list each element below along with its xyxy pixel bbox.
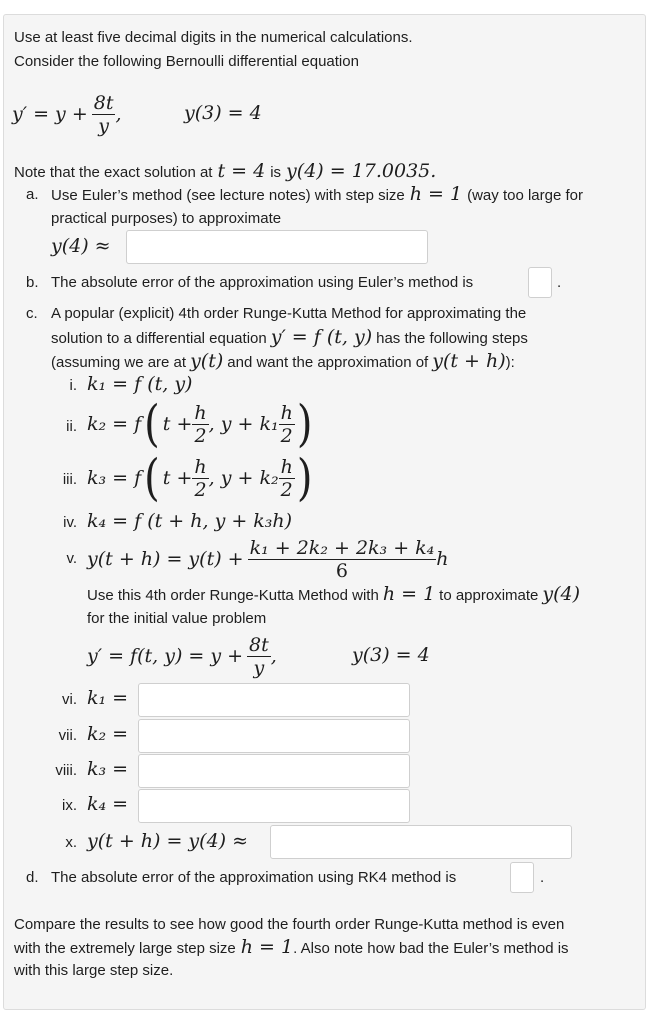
step-ii-lhs: k₂ = f — [87, 413, 142, 435]
rk4-instruction-y4: y(4) — [542, 583, 581, 605]
equation-frac-den: y — [92, 114, 116, 137]
step-v-label: v. — [66, 550, 77, 567]
rk4-instruction-h: h = 1 — [382, 583, 436, 605]
rk4-instruction-a: Use this 4th order Runge-Kutta Method with — [87, 587, 379, 604]
part-a-text-1: Use Euler’s method (see lecture notes) with step size — [51, 187, 405, 204]
step-viii-expr: k₃ = — [87, 758, 129, 780]
step-ii-frac-2-num: h — [280, 401, 293, 424]
part-c-line-2a: solution to a differential equation — [51, 330, 267, 347]
exact-note-t: t = 4 — [217, 160, 266, 182]
step-v-frac-den: 6 — [248, 559, 437, 582]
step-iii-frac-1-den: 2 — [192, 478, 208, 501]
part-a-approx-label: y(4) ≈ — [51, 235, 111, 257]
step-ii-label: ii. — [66, 418, 77, 435]
part-a-h: h = 1 — [409, 183, 463, 205]
closing-line-2 — [14, 936, 569, 958]
closing-line-1: Compare the results to see how good the fourth order Runge-Kutta method is even — [14, 916, 565, 933]
part-c-yth: y(t + h) — [432, 350, 506, 372]
step-ii-open-paren: ( — [144, 395, 160, 453]
step-vii-label: vii. — [58, 727, 77, 744]
intro-line-2: Consider the following Bernoulli differential equation — [14, 53, 359, 70]
closing-line-3: with this large step size. — [14, 962, 174, 979]
step-v-lhs: y(t + h) = y(t) + — [87, 548, 244, 570]
part-c-label: c. — [26, 305, 38, 322]
ivp-frac-den: y — [247, 656, 271, 679]
closing-h: h = 1 — [240, 936, 294, 958]
equation-lhs: y′ = y + — [12, 103, 88, 125]
part-b-text: The absolute error of the approximation using Euler’s method is — [51, 274, 474, 291]
rk4-instruction-b: to approximate — [439, 587, 539, 604]
step-iii-frac-2-num: h — [280, 455, 293, 478]
step-ix-expr: k₄ = — [87, 793, 129, 815]
ivp-lhs: y′ = f(t, y) = y + — [87, 645, 244, 667]
ivp-text: for the initial value problem — [87, 610, 267, 627]
step-iii-open-paren: ( — [144, 449, 160, 507]
part-c-line-1: A popular (explicit) 4th order Runge-Kutta Method for approximating the — [51, 305, 527, 322]
part-c-line-3 — [51, 350, 515, 372]
step-iii-mid: , y + k₂ — [208, 467, 279, 489]
part-d-label: d. — [26, 869, 39, 886]
step-ii-frac-1 — [192, 402, 208, 447]
rk4-instruction — [87, 583, 580, 605]
step-iii-t-plus: t + — [162, 467, 193, 489]
step-ii-frac-1-num: h — [194, 401, 207, 424]
part-a-label: a. — [26, 186, 39, 203]
step-ii-mid: , y + k₁ — [208, 413, 279, 435]
step-i-label: i. — [69, 377, 77, 394]
euler-error-input[interactable] — [528, 267, 552, 298]
step-i-expr: k₁ = f (t, y) — [87, 373, 193, 395]
part-a-line-1 — [51, 183, 583, 205]
part-d-text: The absolute error of the approximation using RK4 method is — [51, 869, 457, 886]
ivp-frac-num: 8t — [249, 633, 269, 656]
step-ix-label: ix. — [62, 797, 77, 814]
step-x-label: x. — [65, 834, 77, 851]
bernoulli-equation — [12, 86, 122, 142]
step-ii-t-plus: t + — [162, 413, 193, 435]
intro-line-1: Use at least five decimal digits in the numerical calculations. — [14, 29, 413, 46]
initial-condition: y(3) = 4 — [184, 102, 262, 124]
step-v-h: h — [436, 548, 449, 570]
step-iv-expr: k₄ = f (t + h, y + k₃h) — [87, 510, 293, 532]
step-iii-lhs: k₃ = f — [87, 467, 142, 489]
step-ii-expr — [87, 395, 313, 453]
ivp-initial-condition: y(3) = 4 — [352, 644, 430, 666]
part-d-period: . — [540, 869, 545, 886]
step-viii-label: viii. — [55, 762, 77, 779]
step-v-frac-num: k₁ + 2k₂ + 2k₃ + k₄ — [249, 536, 435, 559]
step-ii-frac-1-den: 2 — [192, 424, 208, 447]
exact-solution-note — [14, 160, 436, 182]
closing-line-2b: . Also note how bad the Euler’s method is — [293, 940, 569, 957]
exact-note-is: is — [270, 164, 282, 181]
step-v-expr — [87, 532, 449, 586]
equation-fraction — [92, 92, 116, 137]
step-iii-label: iii. — [62, 471, 77, 488]
step-ii-frac-2-den: 2 — [279, 424, 295, 447]
part-b-label: b. — [26, 274, 39, 291]
part-c-line-3a: (assuming we are at — [51, 354, 187, 371]
part-c-line-3c: ): — [505, 354, 515, 371]
part-a-text-2: (way too large for — [467, 187, 583, 204]
step-iii-expr — [87, 449, 313, 507]
step-vi-expr: k₁ = — [87, 687, 129, 709]
step-ii-close-paren: ) — [296, 395, 313, 453]
part-c-line-2b: has the following steps — [376, 330, 528, 347]
step-v-fraction — [248, 537, 437, 582]
rk4-y4-input[interactable] — [270, 825, 572, 859]
equation-comma: , — [115, 103, 122, 125]
part-c-line-2 — [51, 326, 528, 348]
step-iii-frac-2 — [279, 456, 295, 501]
step-ii-frac-2 — [279, 402, 295, 447]
step-iii-frac-1 — [192, 456, 208, 501]
exact-note-value: y(4) = 17.0035. — [286, 160, 437, 182]
ivp-comma: , — [270, 645, 277, 667]
part-a-text-3: practical purposes) to approximate — [51, 210, 282, 227]
k4-input[interactable] — [138, 789, 410, 823]
step-iii-frac-1-num: h — [194, 455, 207, 478]
part-b-period: . — [557, 274, 562, 291]
k2-input[interactable] — [138, 719, 410, 753]
equation-frac-num: 8t — [93, 91, 114, 114]
step-iii-frac-2-den: 2 — [279, 478, 295, 501]
part-c-line-3b: and want the approximation of — [227, 354, 429, 371]
ivp-fraction — [247, 634, 271, 679]
closing-line-2a: with the extremely large step size — [14, 940, 236, 957]
step-iii-close-paren: ) — [296, 449, 313, 507]
step-vi-label: vi. — [62, 691, 77, 708]
step-vii-expr: k₂ = — [87, 723, 129, 745]
euler-y4-input[interactable] — [126, 230, 428, 264]
rk4-error-input[interactable] — [510, 862, 534, 893]
part-c-ode: y′ = f (t, y) — [270, 326, 373, 348]
step-iv-label: iv. — [63, 514, 77, 531]
step-x-expr: y(t + h) = y(4) ≈ — [87, 830, 249, 852]
ivp-equation — [87, 628, 277, 684]
exact-note-prefix: Note that the exact solution at — [14, 164, 213, 181]
part-c-yt: y(t) — [190, 350, 224, 372]
k1-input[interactable] — [138, 683, 410, 717]
k3-input[interactable] — [138, 754, 410, 788]
